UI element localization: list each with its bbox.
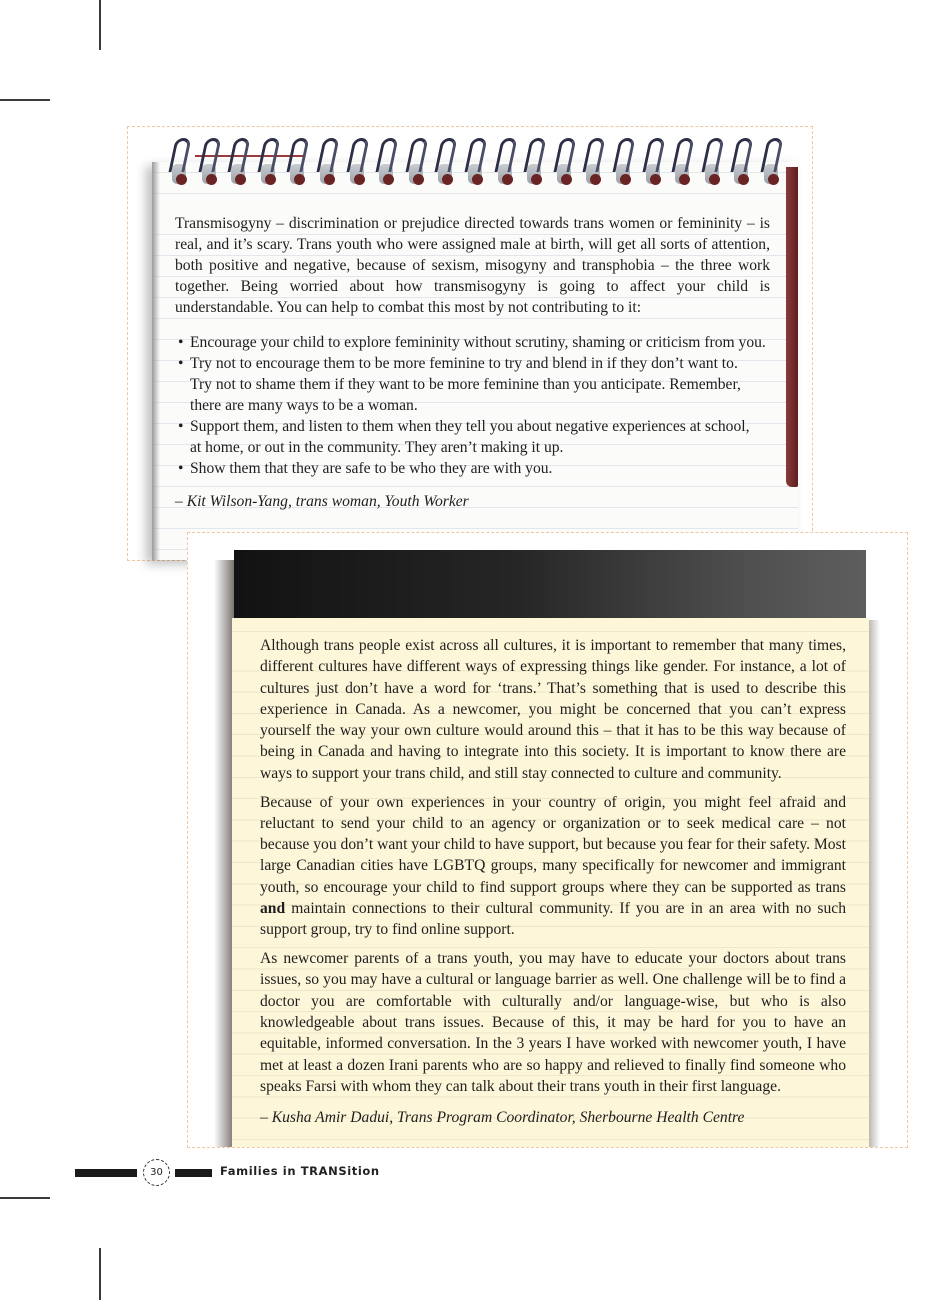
para-text: Because of your own experiences in your country of origin, you might feel afraid and reluctant to send your child to an agency or organization or to seek medical care – not because you don’t want your child to have support, but because you fear for their safety. Most large Canadian cities have LGBTQ groups, many specifically for newcomer and immigrant youth, so encourage your child to find support groups where they can be supported as trans [260,793,846,896]
card2-paragraph [260,792,846,941]
spiral-ring-icon [703,136,725,188]
spiral-ring-icon [466,136,488,188]
notebook-back-cover-edge [786,167,798,487]
footer-rule-right [175,1169,212,1177]
running-title: Families in TRANSition [220,1164,380,1178]
spiral-ring-icon [644,136,666,188]
crop-mark-bottom-horizontal [0,1197,50,1199]
card1-intro: Transmisogyny – discrimination or prejudice directed towards trans women or femininity – is real, and it’s scary. Trans youth who were assigned male at birth, will get all sorts of attention, both positive and negative, because of sexism, misogyny and transphobia – the three work together. Being worried about how transmisogyny is going to affect your child is understandable. You can help to combat this most by not contributing to it: [175,215,770,316]
bullet-item: • Try not to encourage them to be more feminine to try and blend in if they don’t want to. Try not to shame them if they want to be more feminine than you anticipate. Remember, there are many ways to be a woman. [178,353,770,416]
legal-pad-binding-band [234,550,866,620]
spiral-ring-icon [200,136,222,188]
card1-content [175,213,770,512]
crop-mark-top-horizontal [0,99,50,101]
legal-pad-right-shadow [868,620,880,1147]
card2-content [260,635,846,1136]
spiral-ring-icon [614,136,636,188]
card2-paragraph: Although trans people exist across all cultures, it is important to remember that many times, different cultures have different ways of expressing things like gender. For instance, a lot of cultures just don’t have a word for ‘trans.’ That’s something that is used to describe this experience in Canada. As a newcomer, you might be concerned that you can’t express yourself the way your own culture would around this – that it has to be this way because of being in Canada and having to integrate into this society. It is important to know there are ways to support your trans child, and still stay connected to culture and community. [260,637,846,782]
spiral-ring-icon [732,136,754,188]
spiral-ring-icon [407,136,429,188]
spiral-ring-icon [259,136,281,188]
spiral-ring-icon [229,136,251,188]
spiral-ring-icon [673,136,695,188]
spiral-ring-icon [584,136,606,188]
spiral-ring-icon [525,136,547,188]
footer-rule-left [75,1169,137,1177]
spiral-ring-icon [555,136,577,188]
spiral-ring-icon [288,136,310,188]
spiral-ring-icon [348,136,370,188]
page-number: 30 [143,1159,170,1186]
spiral-ring-icon [170,136,192,188]
bullet-item: • Show them that they are safe to be who they are with you. [178,458,770,479]
spiral-ring-icon [436,136,458,188]
notebook-left-shadow [152,162,160,560]
spiral-ring-icon [377,136,399,188]
spiral-ring-icon [496,136,518,188]
emphasis-text: and [260,900,286,918]
bullet-item: • Encourage your child to explore femininity without scrutiny, shaming or criticism from you. [178,332,770,353]
spiral-binding-icon [160,136,790,188]
spiral-ring-icon [762,136,784,188]
spiral-ring-icon [318,136,340,188]
bullet-item: • Support them, and listen to them when they tell you about negative experiences at school, at home, or out in the community. They aren’t making it up. [178,416,770,458]
card2-paragraph: As newcomer parents of a trans youth, you may have to educate your doctors about trans issues, so you may have a cultural or language barrier as well. One challenge will be to find a doctor you are comfortable with culturally and/or language-wise, but who is also knowledgeable about trans issues. Because of this, it may be hard for you to have an equitable, informed conversation. In the 3 years I have worked with newcomer youth, I have met at least a dozen Irani parents who are so happy and relieved to finally find someone who speaks Farsi with whom they can talk about their trans youth in their first language. [260,950,846,1095]
card2-attribution: – Kusha Amir Dadui, Trans Program Coordinator, Sherbourne Health Centre [260,1109,745,1127]
crop-mark-top-vertical [99,0,101,50]
card1-bullet-list [178,332,770,479]
card1-attribution: – Kit Wilson-Yang, trans woman, Youth Worker [175,493,469,510]
crop-mark-bottom-vertical [99,1248,101,1300]
para-text: maintain connections to their cultural community. If you are in an area with no such support group, try to find online support. [260,900,846,939]
